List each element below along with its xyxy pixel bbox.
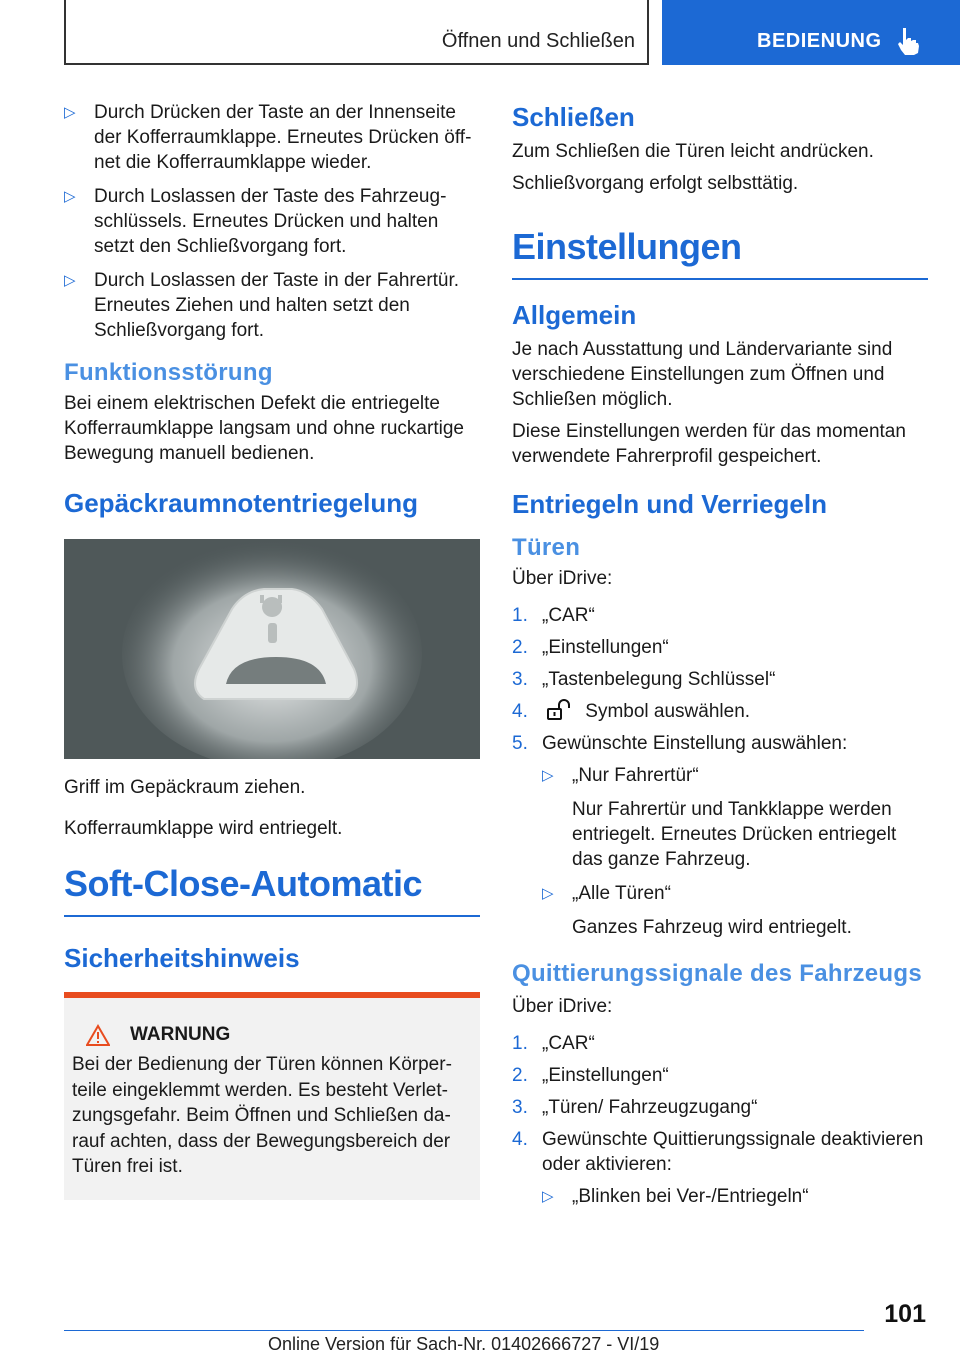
list-item: 2. „Einstellungen“: [512, 1065, 669, 1086]
left-column: [64, 100, 480, 1200]
list-item: ▷ „Blinken bei Ver-/Entriegeln“: [542, 1186, 809, 1207]
heading-schliessen: Schließen: [512, 102, 635, 132]
list-item: 2. „Einstellungen“: [512, 637, 669, 658]
heading-softclose: Soft-Close-Automatic: [64, 863, 480, 917]
header-badge-box: [662, 0, 960, 65]
list-item: 1. „CAR“: [512, 1033, 595, 1054]
list-item: ▷ Durch Loslassen der Taste in der Fahrertür. Erneutes Ziehen und halten setzt den Schließvorgang fort.: [64, 270, 460, 341]
chapter-badge: BEDIENUNG: [757, 30, 882, 52]
schliessen-text-1: Zum Schließen die Türen leicht andrücken.: [512, 141, 874, 162]
list-item: ▷ „Nur Fahrertür“: [542, 765, 699, 786]
trunk-release-handle-photo: [64, 539, 480, 759]
option-description: Ganzes Fahrzeug wird entriegelt.: [572, 917, 852, 938]
list-item: 3. „Türen/ Fahrzeugzugang“: [512, 1097, 758, 1118]
allgemein-text-1: Je nach Ausstattung und Ländervariante sind verschiedene Einstellungen zum Öffnen und Schließen möglich.: [512, 339, 893, 410]
list-item: 1. „CAR“: [512, 605, 595, 626]
warning-header: [72, 1024, 472, 1046]
triangle-bullet-icon: ▷: [542, 1188, 554, 1205]
list-item: ▷ Durch Drücken der Taste an der Innenseite der Kofferraumklappe. Erneutes Drücken öffnet die Kofferraumklappe wieder.: [64, 102, 472, 173]
quitt-ueber-idrive: Über iDrive:: [512, 996, 613, 1017]
header-section-box: [64, 0, 649, 65]
list-item: 5. Gewünschte Einstellung auswählen:: [512, 733, 848, 754]
footer-online-version: Online Version für Sach-Nr. 01402666727 - VI/19: [268, 1334, 660, 1354]
handle-illustration: [64, 539, 480, 759]
triangle-bullet-icon: ▷: [64, 104, 76, 121]
lock-open-icon: [546, 699, 572, 721]
triangle-bullet-icon: ▷: [64, 188, 76, 205]
heading-gepaeckraum: Gepäckraumnotentriegelung: [64, 488, 418, 518]
right-column: [512, 100, 928, 1218]
triangle-bullet-icon: ▷: [64, 272, 76, 289]
triangle-bullet-icon: ▷: [542, 885, 554, 902]
list-item: 4. Gewünschte Quittierungssignale deaktivieren oder aktivieren:: [512, 1129, 924, 1175]
hand-pointer-icon: [894, 26, 922, 56]
footer-divider: [64, 1330, 864, 1331]
section-title: Öffnen und Schließen: [441, 30, 635, 52]
heading-einstellungen: Einstellungen: [512, 226, 928, 280]
list-item: ▷ Durch Loslassen der Taste des Fahrzeugschlüssels. Erneutes Drücken und halten setzt den Schließvorgang fort.: [64, 186, 447, 257]
heading-tueren: Türen: [512, 534, 581, 561]
funktionsstoerung-text: Bei einem elektrischen Defekt die entriegelte Kofferraumklappe langsam und ohne ruckartige Bewegung manuell bedienen.: [64, 393, 464, 464]
photo-caption-2: Kofferraumklappe wird entriegelt.: [64, 818, 343, 839]
list-item: 4. Symbol auswählen.: [512, 701, 751, 722]
allgemein-text-2: Diese Einstellungen werden für das momentan verwendete Fahrerprofil gespeichert.: [512, 421, 906, 467]
option-description: Nur Fahrertür und Tankklappe werden entriegelt. Erneutes Drücken entriegelt das ganze Fahrzeug.: [572, 799, 897, 870]
warning-text: Bei der Bedienung der Türen können Körperteile eingeklemmt werden. Es besteht Verletzungsgefahr. Beim Öffnen und Schließen darauf achten, dass der Bewegungsbereich der Türen frei ist.: [72, 1054, 452, 1177]
list-item: 3. „Tastenbelegung Schlüssel“: [512, 669, 776, 690]
photo-caption-1: Griff im Gepäckraum ziehen.: [64, 777, 306, 798]
schliessen-text-2: Schließvorgang erfolgt selbsttätig.: [512, 173, 799, 194]
heading-quittierungssignale: Quittierungssignale des Fahrzeugs: [512, 960, 922, 987]
list-item: ▷ „Alle Türen“: [542, 883, 671, 904]
warning-box: [64, 992, 480, 1200]
heading-funktionsstoerung: Funktionsstörung: [64, 359, 273, 386]
page-number: 101: [884, 1300, 926, 1328]
ueber-idrive: Über iDrive:: [512, 568, 613, 589]
triangle-bullet-icon: ▷: [542, 767, 554, 784]
heading-entriegeln: Entriegeln und Verriegeln: [512, 489, 827, 519]
warning-triangle-icon: [86, 1024, 110, 1046]
warning-label: WARNUNG: [130, 1024, 231, 1045]
heading-allgemein: Allgemein: [512, 300, 637, 330]
heading-sicherheitshinweis: Sicherheitshinweis: [64, 943, 300, 973]
